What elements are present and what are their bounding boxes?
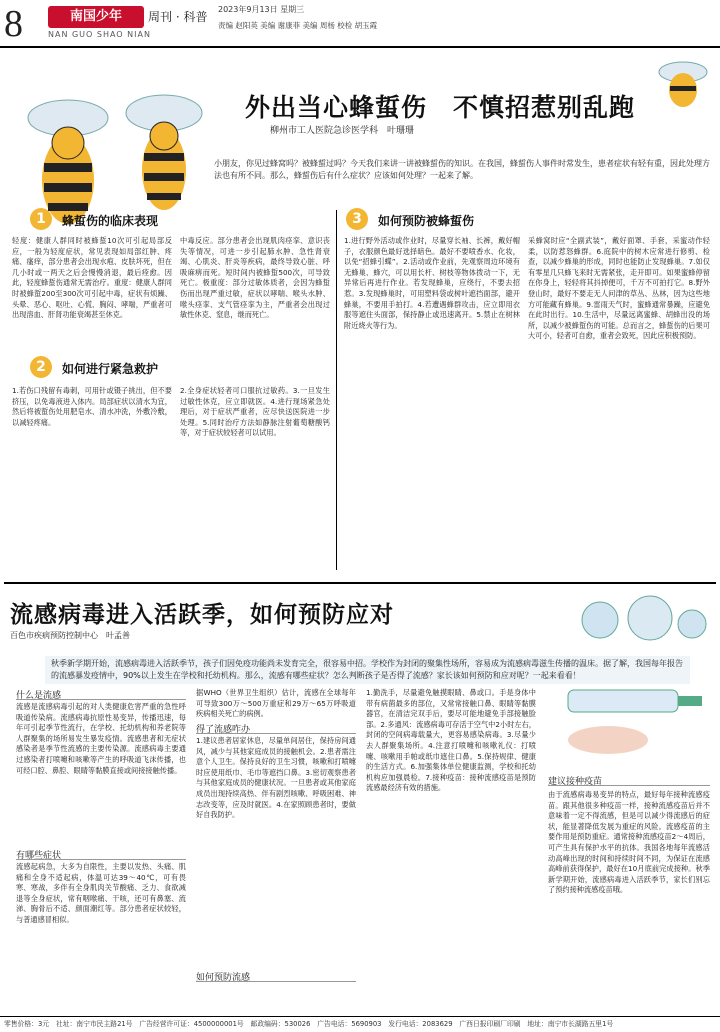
section-number-2: 2 bbox=[30, 356, 52, 378]
article-author: 柳州市工人医院急诊医学科 叶珊珊 bbox=[270, 126, 415, 136]
english-name: NAN GUO SHAO NIAN bbox=[48, 30, 151, 39]
prevention-text: 1.勤洗手，尽量避免触摸眼睛、鼻或口。手是身体中带有病菌最多的部位，又常常接触口鼻、眼睛等黏膜器官，在清洁完双手后，要尽可能地避免手部接触脸部。2.多通风：流感病毒可存活于空气中2小时左右，封闭的空间病毒载量大，更容易感染病毒。3.尽量少去人群聚集场所。4.注意打喷嚏和咳嗽礼仪：打喷嚏、咳嗽用手帕或纸巾遮住口鼻。5.保持规律、健康的生活方式。6.加强集体单位健康监测，学校和托幼机构应加强晨检。7.接种疫苗：接种流感疫苗是预防流感最经济有效的措施。 bbox=[366, 688, 536, 793]
tab-vaccine: 建议接种疫苗 bbox=[548, 774, 710, 786]
what-to-do-text: 1.建议患者居家休息，尽量单间居住，保持房间通风，减少与其他家庭成员的接触机会。2.患者需注意个人卫生。保持良好的卫生习惯，咳嗽和打喷嚏时应使用纸巾、毛巾等遮挡口鼻。3.密切观察患者与其他家庭成员的健康状况。一旦患者或其他家庭成员出现持续高热、伴有剧烈咳嗽、呼吸困难、神志改变等，应及时就医。4.在家照顾患者时，要做好自我防护。 bbox=[196, 736, 356, 820]
article-2-title: 流感病毒进入活跃季，如何预防应对 bbox=[10, 602, 394, 628]
bee-right-icon bbox=[126, 95, 202, 210]
tab-prevention: 如何预防流感 bbox=[196, 970, 356, 982]
section-number-3: 3 bbox=[346, 208, 368, 230]
section-title-1: 蜂蜇伤的临床表现 bbox=[62, 214, 159, 228]
virus-illustration bbox=[560, 590, 710, 656]
newspaper-logo: 南国少年 bbox=[48, 6, 144, 28]
page-header bbox=[0, 0, 720, 48]
section-2-col-a: 1.若伤口残留有毒刺，可用针或镊子挑出，但不要挤压，以免毒液进入体内。局部症状以清水为宜，然后将被蜇伤处用肥皂水、清水冲洗，外敷冷敷，以减轻疼痛。 bbox=[12, 386, 172, 427]
section-1-col-b: 中毒反应。部分患者会出现肌肉痉挛、意识丧失等情况，可进一步引起肺水肿、急性肾衰竭、心肌炎、肝炎等疾病，最终导致心脏、呼吸麻痹而死。短时间内被蜂蜇500次，可导致死亡。极重度：部分过敏体质者，会因为蜂蜇伤而出现严重过敏，症状以哮喘、喉头水肿、喉头痉挛、支气管痉挛为主，严重者会出现过敏性休克、窒息，继而死亡。 bbox=[180, 236, 330, 320]
article-title: 外出当心蜂蜇伤 不慎招惹别乱跑 bbox=[245, 93, 636, 122]
editor-credits: 责编 赵阳英 美编 谢康菲 美编 周杨 校检 胡玉霞 bbox=[218, 21, 378, 30]
article-2-lede: 秋季新学期开始，流感病毒进入活跃季节，孩子们因免疫功能尚未发育完全，很容易中招。学校作为封闭的聚集性场所，容易成为流感病毒滋生传播的温床。据了解，我国每年报告的流感暴发疫情中，90%以上发生在学校和托幼机构。那么，流感有哪些症状？怎么判断孩子是否得了流感？家长该如何预防和应对呢？一起来看看！ bbox=[45, 656, 690, 684]
tab-what-to-do: 得了流感咋办 bbox=[196, 722, 356, 734]
issue-date: 2023年9月13日 星期三 bbox=[218, 5, 305, 14]
who-estimate-text: 据WHO（世界卫生组织）估计，流感在全球每年可导致300万～500万重症和29万～65万呼吸道疾病相关死亡的病例。 bbox=[196, 688, 356, 718]
bee-left-icon bbox=[28, 100, 108, 224]
tab-symptoms: 有哪些症状 bbox=[16, 848, 186, 860]
article-divider bbox=[4, 582, 716, 584]
section-3-col-a: 1.进行野外活动或作业时，尽量穿长袖、长裤，戴好帽子，衣服颜色最好选择暗色。最好不要喷香水、化妆，以免“招蜂引蝶”。2.活动或作业前，先观察周边环境有无蜂巢、蜂穴，可以用长杆、树枝等物体拨动一下，无异常后再进行作业。若发现蜂巢，应绕行，不要去招惹。3.发现蜂巢时，可用塑料袋或树叶遮挡面部，避开蜂巢，不要用手拍打。4.若遭遇蜂群攻击，应立即用衣服等遮住头面部，保持静止或迅速离开。5.禁止在树林附近烧火等行为。 bbox=[344, 236, 520, 330]
section-1-col-a: 轻度：健康人群同时被蜂蜇10次可引起局部反应，一般为轻度症状，常见表现如局部红肿、疼痛、瘙痒，部分患者会出现水疱、皮肤坏死，但在几小时或一两天之后会慢慢消退，最后痊愈。因此，轻度蜂蜇伤通常无需治疗。重度：健康人群同时被蜂蜇200至300次可引起中毒，症状有烦躁、头晕、恶心、呕吐、心慌、胸闷、哮喘，严重者可出现溶血、肝肾功能衰竭甚至休克。 bbox=[12, 236, 172, 320]
section-3-col-b: 采蜂窝时应“全副武装”，戴好面罩、手套，采蜜动作轻柔，以防惹怒蜂群。6.庭院中的树木应常进行修剪、检查，以减少蜂巢的形成，同时也能防止发现蜂巢。7.如仅有零星几只蜂飞来时无需紧张，走开即可。如果蜜蜂停留在你身上，轻轻将其抖掉便可，千万不可拍打它。8.野外登山时，最好不要走无人问津的草丛、丛林，因为这些地方可能藏有蜂巢。9.雷雨天气时，蜜蜂通常暴躁，应避免在此时出行。10.生活中，尽量远离蜜蜂、胡蜂出没的场所，以减少被蜂蜇伤的可能。总而言之，蜂蜇伤的后果可大可小，轻者可自愈，重者会致死，因此应积极预防。 bbox=[528, 236, 710, 341]
what-is-flu-text: 流感是流感病毒引起的对人类健康危害严重的急性呼吸道传染病。流感病毒抗原性易变异，传播迅速，每年可引起季节性流行，在学校、托幼机构和养老院等人群聚集的场所易发生暴发疫情。流感患者和无症状感染者是季节性流感的主要传染源。流感病毒主要通过感染者打喷嚏和咳嗽等产生的呼吸道飞沫传播，也可经口腔、鼻腔、眼睛等黏膜直接或间接接触传播。 bbox=[16, 702, 186, 775]
symptoms-text: 流感起病急，大多为自限性，主要以发热、头痛、肌痛和全身不适起病，体温可达39～40℃，可有畏寒、寒战，多伴有全身肌肉关节酸痛、乏力、食欲减退等全身症状，常有咽喉痛、干咳，还可有鼻塞、流涕、胸骨后不适、颜面潮红等。部分患者症状较轻，与普通感冒相似。 bbox=[16, 862, 186, 924]
tab-what-is-flu: 什么是流感 bbox=[16, 688, 186, 700]
article-2-author: 百色市疾病预防控制中心 叶孟善 bbox=[10, 631, 130, 640]
vaccine-text: 由于流感病毒易变异的特点，最好每年接种流感疫苗。跟其他很多种疫苗一样，接种流感疫苗后并不意味着一定不得流感，但是可以减少得流感后的症状，能显著降低发展为重症的风险。流感疫苗的主要作用是预防重症。通常接种流感疫苗2～4周后，可产生具有保护水平的抗体。我国各地每年流感活动高峰出现的时间和持续时间不同，为保证在流感高峰前获得保护，最好在10月底前完成接种。秋季新学期开始，流感病毒进入活跃季节，家长们别忘了预约接种流感疫苗哦。 bbox=[548, 790, 710, 895]
section-label: 周刊 · 科普 bbox=[148, 10, 208, 24]
section-title-3: 如何预防被蜂蜇伤 bbox=[378, 214, 475, 228]
section-number-1: 1 bbox=[30, 208, 52, 230]
page-footer: 零售价格：3元 社址：南宁市民主路21号 广告经营许可证：4500000001号 邮政编码：530026 广告电话：5690903 发行电话：2083629 广西日报印刷厂印刷 地址：南宁市长湖路五里1号 bbox=[0, 1016, 720, 1032]
bee-small-icon bbox=[650, 52, 716, 110]
article-lede: 小朋友，你见过蜂窝吗？被蜂蜇过吗？今天我们来讲一讲被蜂蜇伤的知识。在我国，蜂蜇伤人事件时常发生，患者症状有轻有重，因此处理方法也有所不同。那么，蜂蜇伤后有什么症状？应该如何处理？一起来了解。 bbox=[214, 159, 710, 180]
page-number: 8 bbox=[4, 3, 23, 45]
vaccine-illustration bbox=[548, 670, 710, 760]
column-divider bbox=[336, 210, 337, 570]
section-title-2: 如何进行紧急救护 bbox=[62, 362, 159, 376]
section-2-col-b: 2.全身症状轻者可口服抗过敏药。3.一旦发生过敏性休克，应立即就医。4.进行现场紧急处理后，对于症状严重者，应尽快送医院进一步处理。5.同时治疗方法如静脉注射葡萄糖酸钙等，对于症状较轻者可以试用。 bbox=[180, 386, 330, 438]
